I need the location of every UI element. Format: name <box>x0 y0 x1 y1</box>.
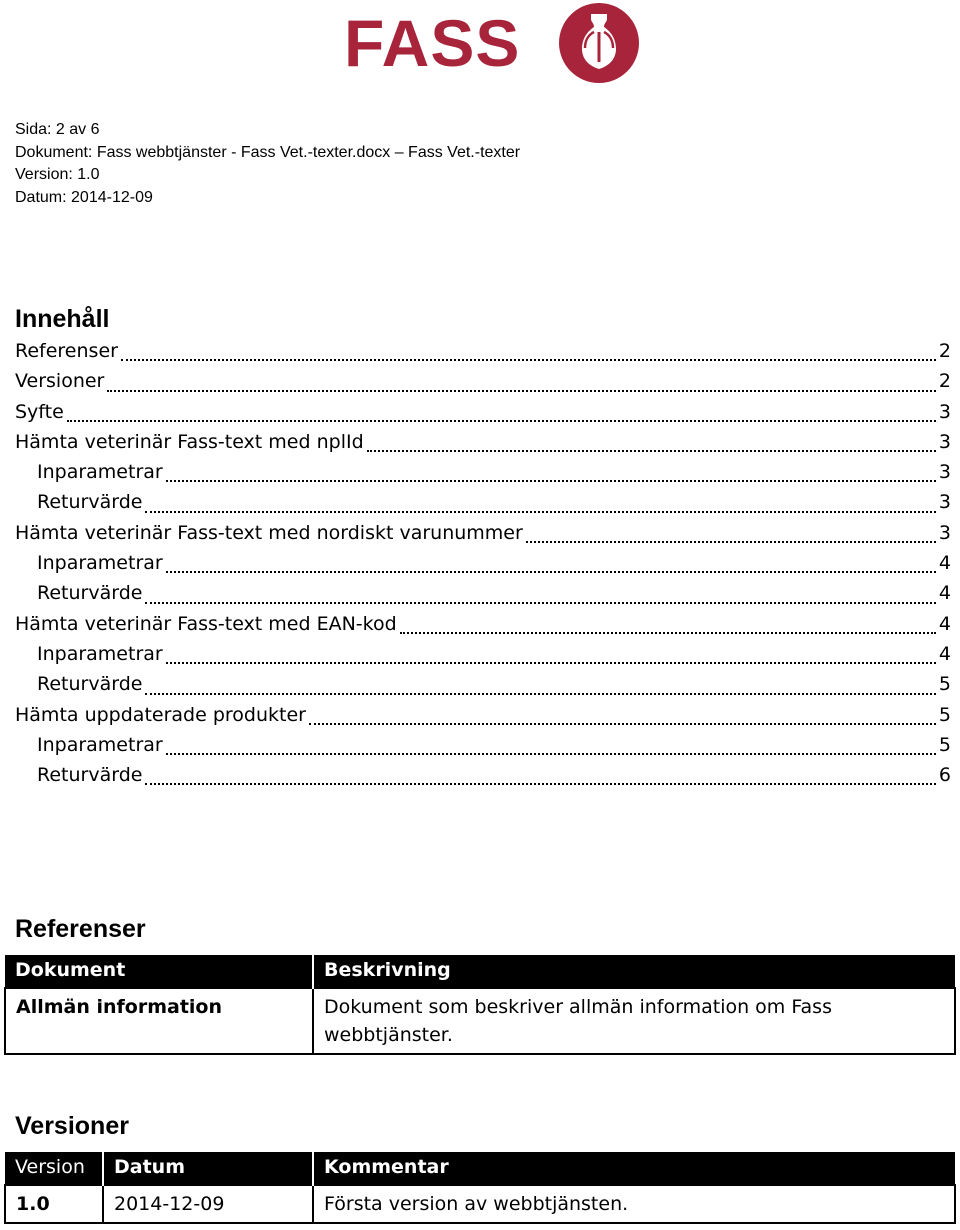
table-cell: 1.0 <box>5 1185 103 1223</box>
toc-entry-title: Syfte <box>15 400 64 423</box>
toc-entry-page: 6 <box>938 764 951 787</box>
toc-entry-page: 4 <box>938 552 951 575</box>
toc-entry-title: Hämta veterinär Fass-text med EAN-kod <box>15 612 397 635</box>
column-header: Dokument <box>5 955 313 988</box>
toc-entry-page: 5 <box>938 733 951 756</box>
toc-dot-leader <box>526 540 936 543</box>
column-header: Beskrivning <box>313 955 955 988</box>
toc-dot-leader <box>121 358 936 361</box>
toc-entry[interactable] <box>15 552 951 582</box>
toc-entry-page: 3 <box>938 521 951 544</box>
column-header: Kommentar <box>313 1152 955 1185</box>
table-row <box>5 988 955 1054</box>
toc-entry-title: Hämta veterinär Fass-text med nplId <box>15 430 364 453</box>
table-of-contents <box>15 340 951 794</box>
toc-dot-leader <box>145 782 935 785</box>
toc-entry-page: 4 <box>938 582 951 605</box>
toc-entry-title: Returvärde <box>37 673 143 696</box>
toc-dot-leader <box>145 510 935 513</box>
document-meta <box>15 119 520 209</box>
toc-entry-page: 2 <box>938 340 951 362</box>
toc-dot-leader <box>166 661 936 664</box>
toc-dot-leader <box>145 692 935 695</box>
fass-logo <box>344 0 634 86</box>
toc-entry[interactable] <box>15 431 951 461</box>
toc-entry[interactable] <box>15 764 951 794</box>
table-cell: Första version av webbtjänsten. <box>313 1185 955 1223</box>
toc-entry-title: Versioner <box>15 370 105 393</box>
table-header-row <box>5 955 955 988</box>
meta-version: Version: 1.0 <box>15 166 100 183</box>
logo-text: FASS <box>344 6 521 80</box>
toc-entry-page: 5 <box>938 703 951 726</box>
table-cell: Allmän information <box>5 988 313 1054</box>
toc-entry-title: Returvärde <box>37 582 143 605</box>
toc-entry[interactable] <box>15 491 951 521</box>
toc-entry-page: 4 <box>938 612 951 635</box>
toc-entry-title: Returvärde <box>37 764 143 787</box>
meta-date: Datum: 2014-12-09 <box>15 188 153 206</box>
toc-dot-leader <box>67 419 936 422</box>
toc-entry[interactable] <box>15 401 951 431</box>
toc-entry[interactable] <box>15 340 951 370</box>
table-cell: Dokument som beskriver allmän information om Fass webbtjänster. <box>313 988 955 1054</box>
toc-entry-title: Hämta veterinär Fass-text med nordiskt varunummer <box>15 521 523 544</box>
toc-entry-title: Referenser <box>15 340 118 362</box>
toc-entry-title: Inparametrar <box>37 552 163 575</box>
toc-entry-page: 2 <box>938 370 951 393</box>
table-header-row <box>5 1152 955 1185</box>
toc-entry[interactable] <box>15 673 951 703</box>
toc-entry-page: 3 <box>938 430 951 453</box>
toc-entry-page: 3 <box>938 461 951 484</box>
toc-entry[interactable] <box>15 643 951 673</box>
toc-entry-page: 4 <box>938 642 951 665</box>
toc-dot-leader <box>145 601 935 604</box>
toc-dot-leader <box>166 570 936 573</box>
toc-entry-page: 3 <box>938 491 951 514</box>
toc-entry-title: Returvärde <box>37 491 143 514</box>
toc-entry[interactable] <box>15 461 951 491</box>
meta-document: Dokument: Fass webbtjänster - Fass Vet.-texter.docx – Fass Vet.-texter <box>15 143 521 161</box>
toc-dot-leader <box>400 631 936 634</box>
toc-dot-leader <box>107 389 936 392</box>
references-heading: Referenser <box>15 915 146 943</box>
toc-entry[interactable] <box>15 582 951 612</box>
toc-entry-title: Inparametrar <box>37 642 163 665</box>
table-row <box>5 1185 955 1223</box>
toc-entry-title: Hämta uppdaterade produkter <box>15 703 306 726</box>
toc-dot-leader <box>309 722 936 725</box>
toc-entry-page: 5 <box>938 673 951 696</box>
versions-heading: Versioner <box>15 1112 129 1140</box>
toc-entry-page: 3 <box>938 400 951 423</box>
toc-entry[interactable] <box>15 734 951 764</box>
meta-page: Sida: 2 av 6 <box>15 121 100 138</box>
toc-heading: Innehåll <box>15 305 110 333</box>
toc-entry[interactable] <box>15 370 951 400</box>
references-table <box>4 955 956 1055</box>
amphora-logo-icon <box>558 2 640 84</box>
toc-entry-title: Inparametrar <box>37 733 163 756</box>
versions-table <box>4 1152 956 1224</box>
toc-dot-leader <box>166 479 936 482</box>
toc-entry-title: Inparametrar <box>37 461 163 484</box>
column-header: Datum <box>103 1152 313 1185</box>
toc-entry[interactable] <box>15 522 951 552</box>
toc-dot-leader <box>367 449 936 452</box>
toc-entry[interactable] <box>15 704 951 734</box>
toc-dot-leader <box>166 752 936 755</box>
table-cell: 2014-12-09 <box>103 1185 313 1223</box>
column-header: Version <box>5 1152 103 1185</box>
toc-entry[interactable] <box>15 613 951 643</box>
